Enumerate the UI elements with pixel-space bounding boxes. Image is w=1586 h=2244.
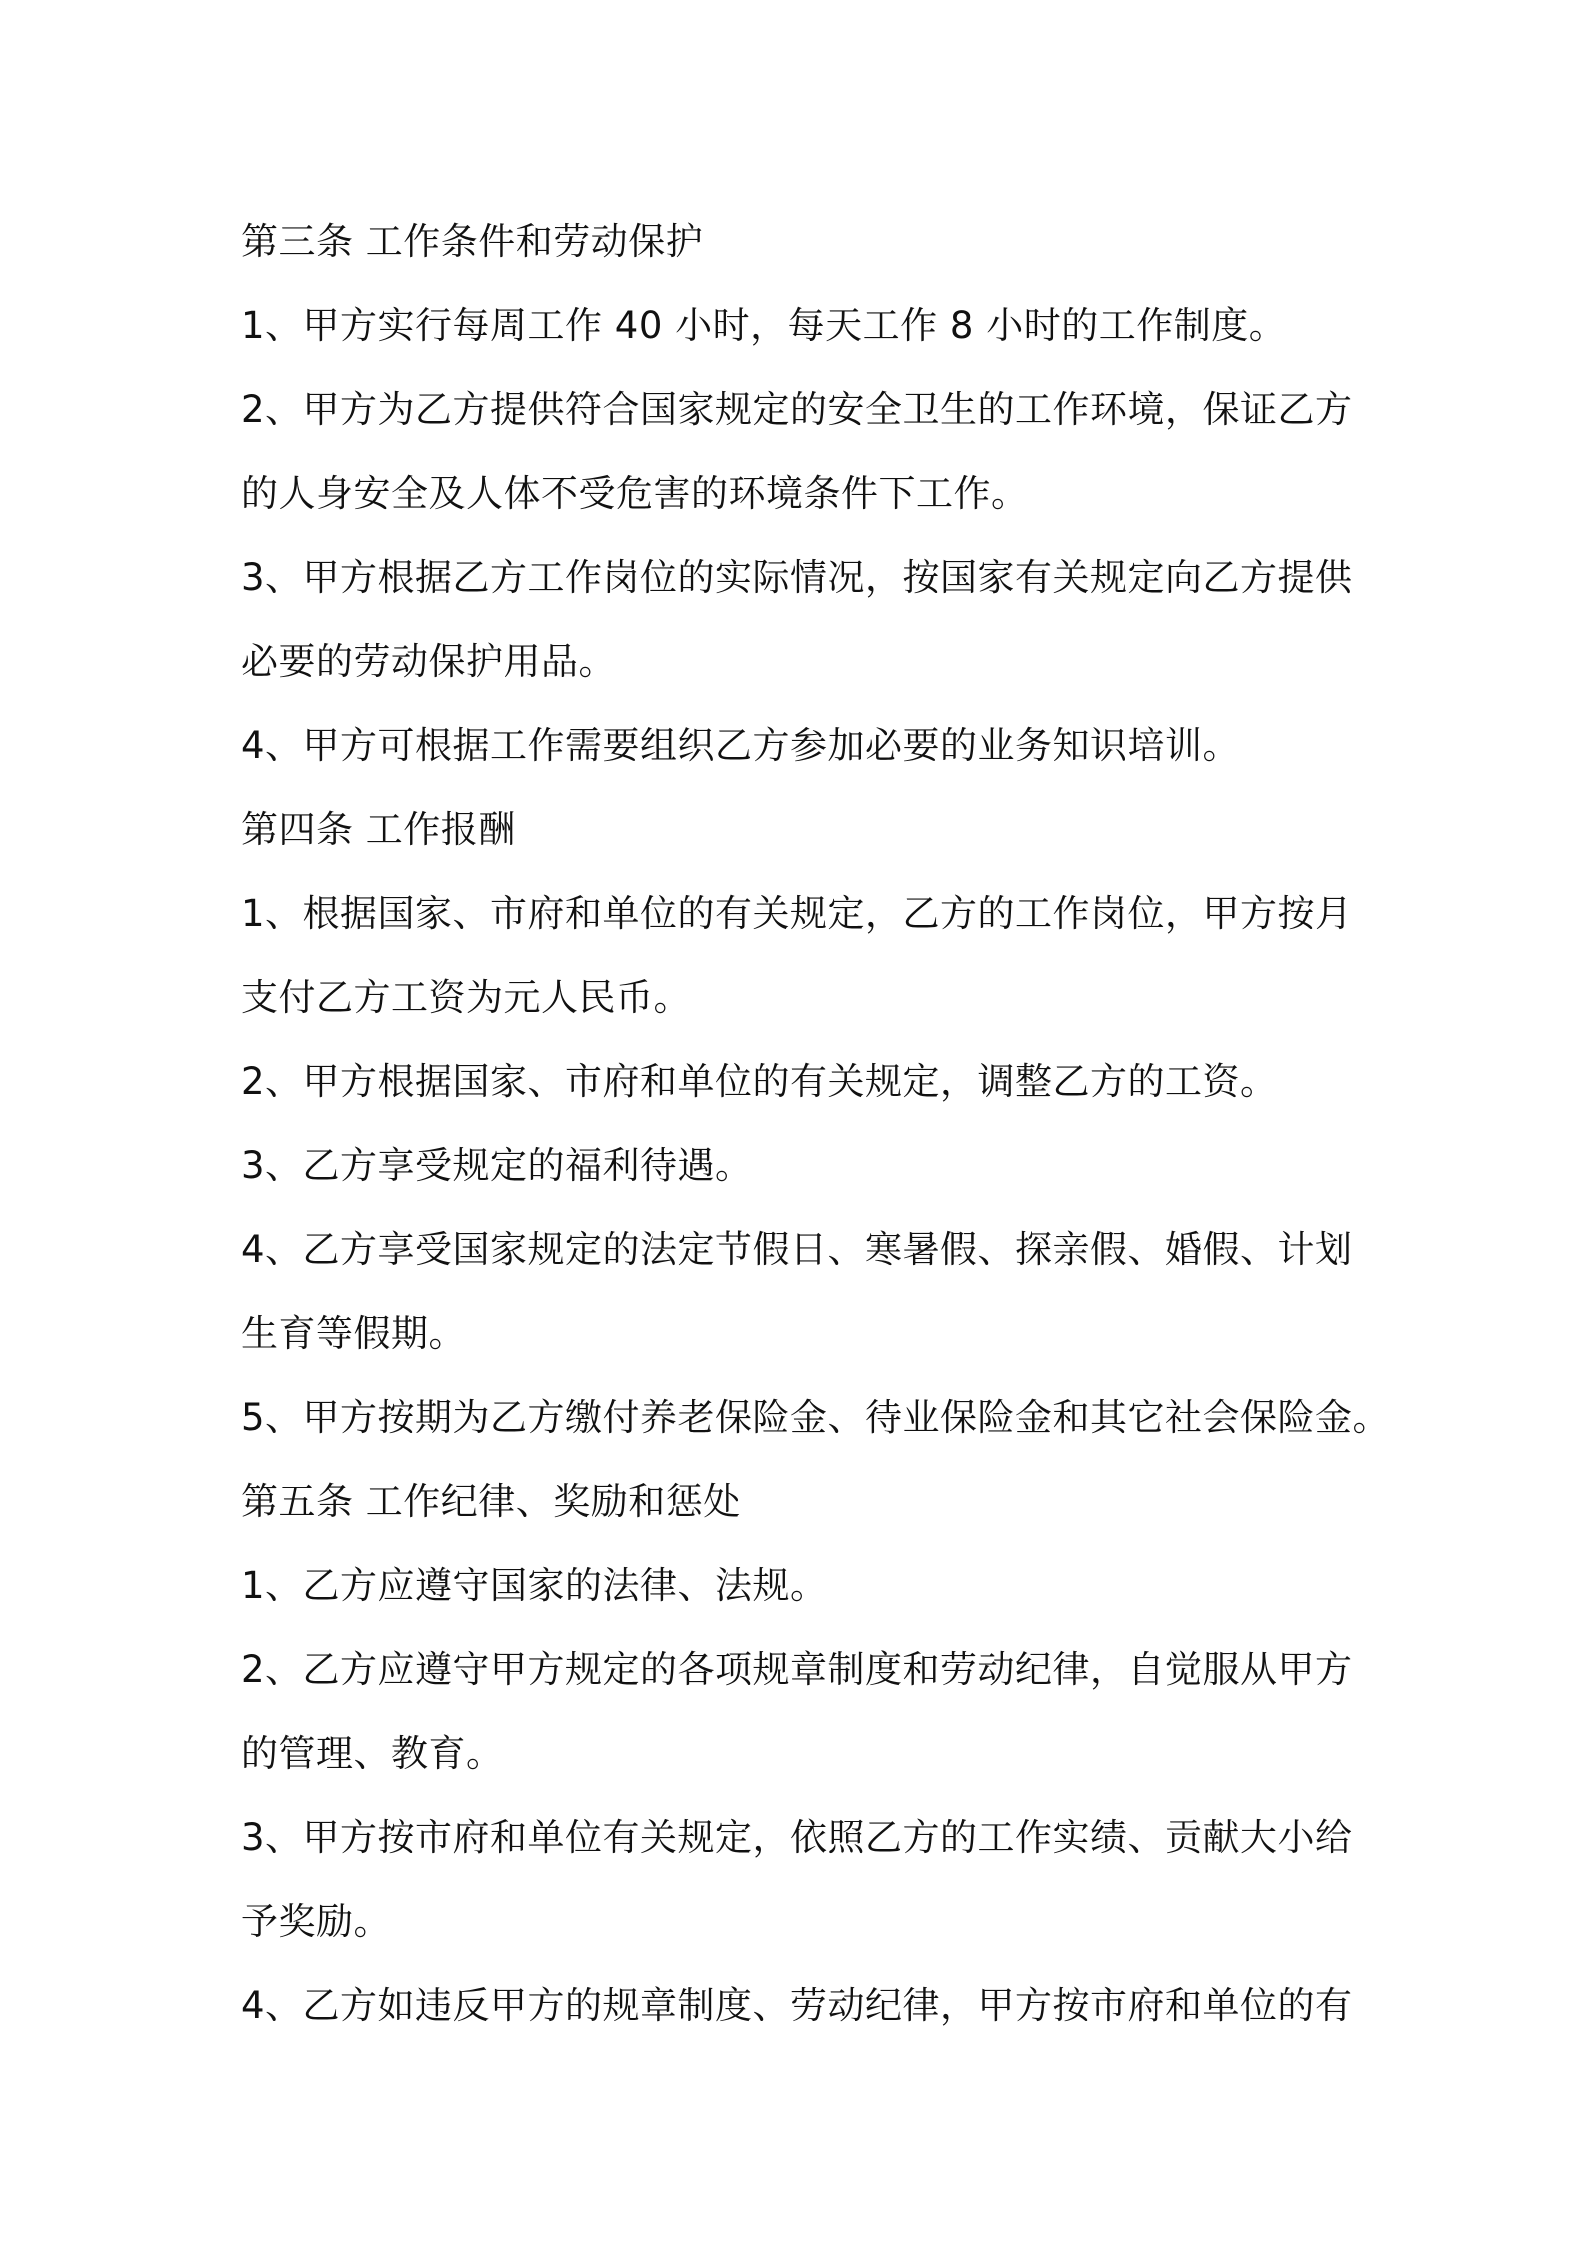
paragraph-line: 1、乙方应遵守国家的法律、法规。 xyxy=(241,1564,828,1607)
paragraph-line: 3、甲方根据乙方工作岗位的实际情况，按国家有关规定向乙方提供 xyxy=(241,556,1353,599)
paragraph-line: 予奖励。 xyxy=(241,1900,391,1943)
document-body xyxy=(241,200,1391,2048)
paragraph-line: 的管理、教育。 xyxy=(241,1732,504,1775)
paragraph-line: 1、根据国家、市府和单位的有关规定，乙方的工作岗位，甲方按月 xyxy=(241,892,1353,935)
paragraph-line: 2、甲方为乙方提供符合国家规定的安全卫生的工作环境，保证乙方 xyxy=(241,388,1353,431)
paragraph-line: 2、甲方根据国家、市府和单位的有关规定，调整乙方的工资。 xyxy=(241,1060,1278,1103)
paragraph-line: 3、乙方享受规定的福利待遇。 xyxy=(241,1144,753,1187)
article-5-heading: 第五条 工作纪律、奖励和惩处 xyxy=(241,1480,741,1523)
paragraph-line: 支付乙方工资为元人民币。 xyxy=(241,976,691,1019)
paragraph-line: 的人身安全及人体不受危害的环境条件下工作。 xyxy=(241,472,1029,515)
paragraph-line: 3、甲方按市府和单位有关规定，依照乙方的工作实绩、贡献大小给 xyxy=(241,1816,1353,1859)
paragraph-line: 4、乙方如违反甲方的规章制度、劳动纪律，甲方按市府和单位的有 xyxy=(241,1984,1353,2027)
paragraph-line: 4、甲方可根据工作需要组织乙方参加必要的业务知识培训。 xyxy=(241,724,1241,767)
paragraph-line: 生育等假期。 xyxy=(241,1312,466,1355)
paragraph-line: 1、甲方实行每周工作 40 小时，每天工作 8 小时的工作制度。 xyxy=(241,304,1287,347)
paragraph-line: 必要的劳动保护用品。 xyxy=(241,640,616,683)
paragraph-line: 2、乙方应遵守甲方规定的各项规章制度和劳动纪律，自觉服从甲方 xyxy=(241,1648,1353,1691)
paragraph-line: 5、甲方按期为乙方缴付养老保险金、待业保险金和其它社会保险金。 xyxy=(241,1396,1391,1439)
article-4-heading: 第四条 工作报酬 xyxy=(241,808,516,851)
paragraph-line: 4、乙方享受国家规定的法定节假日、寒暑假、探亲假、婚假、计划 xyxy=(241,1228,1353,1271)
article-3-heading: 第三条 工作条件和劳动保护 xyxy=(241,220,704,263)
